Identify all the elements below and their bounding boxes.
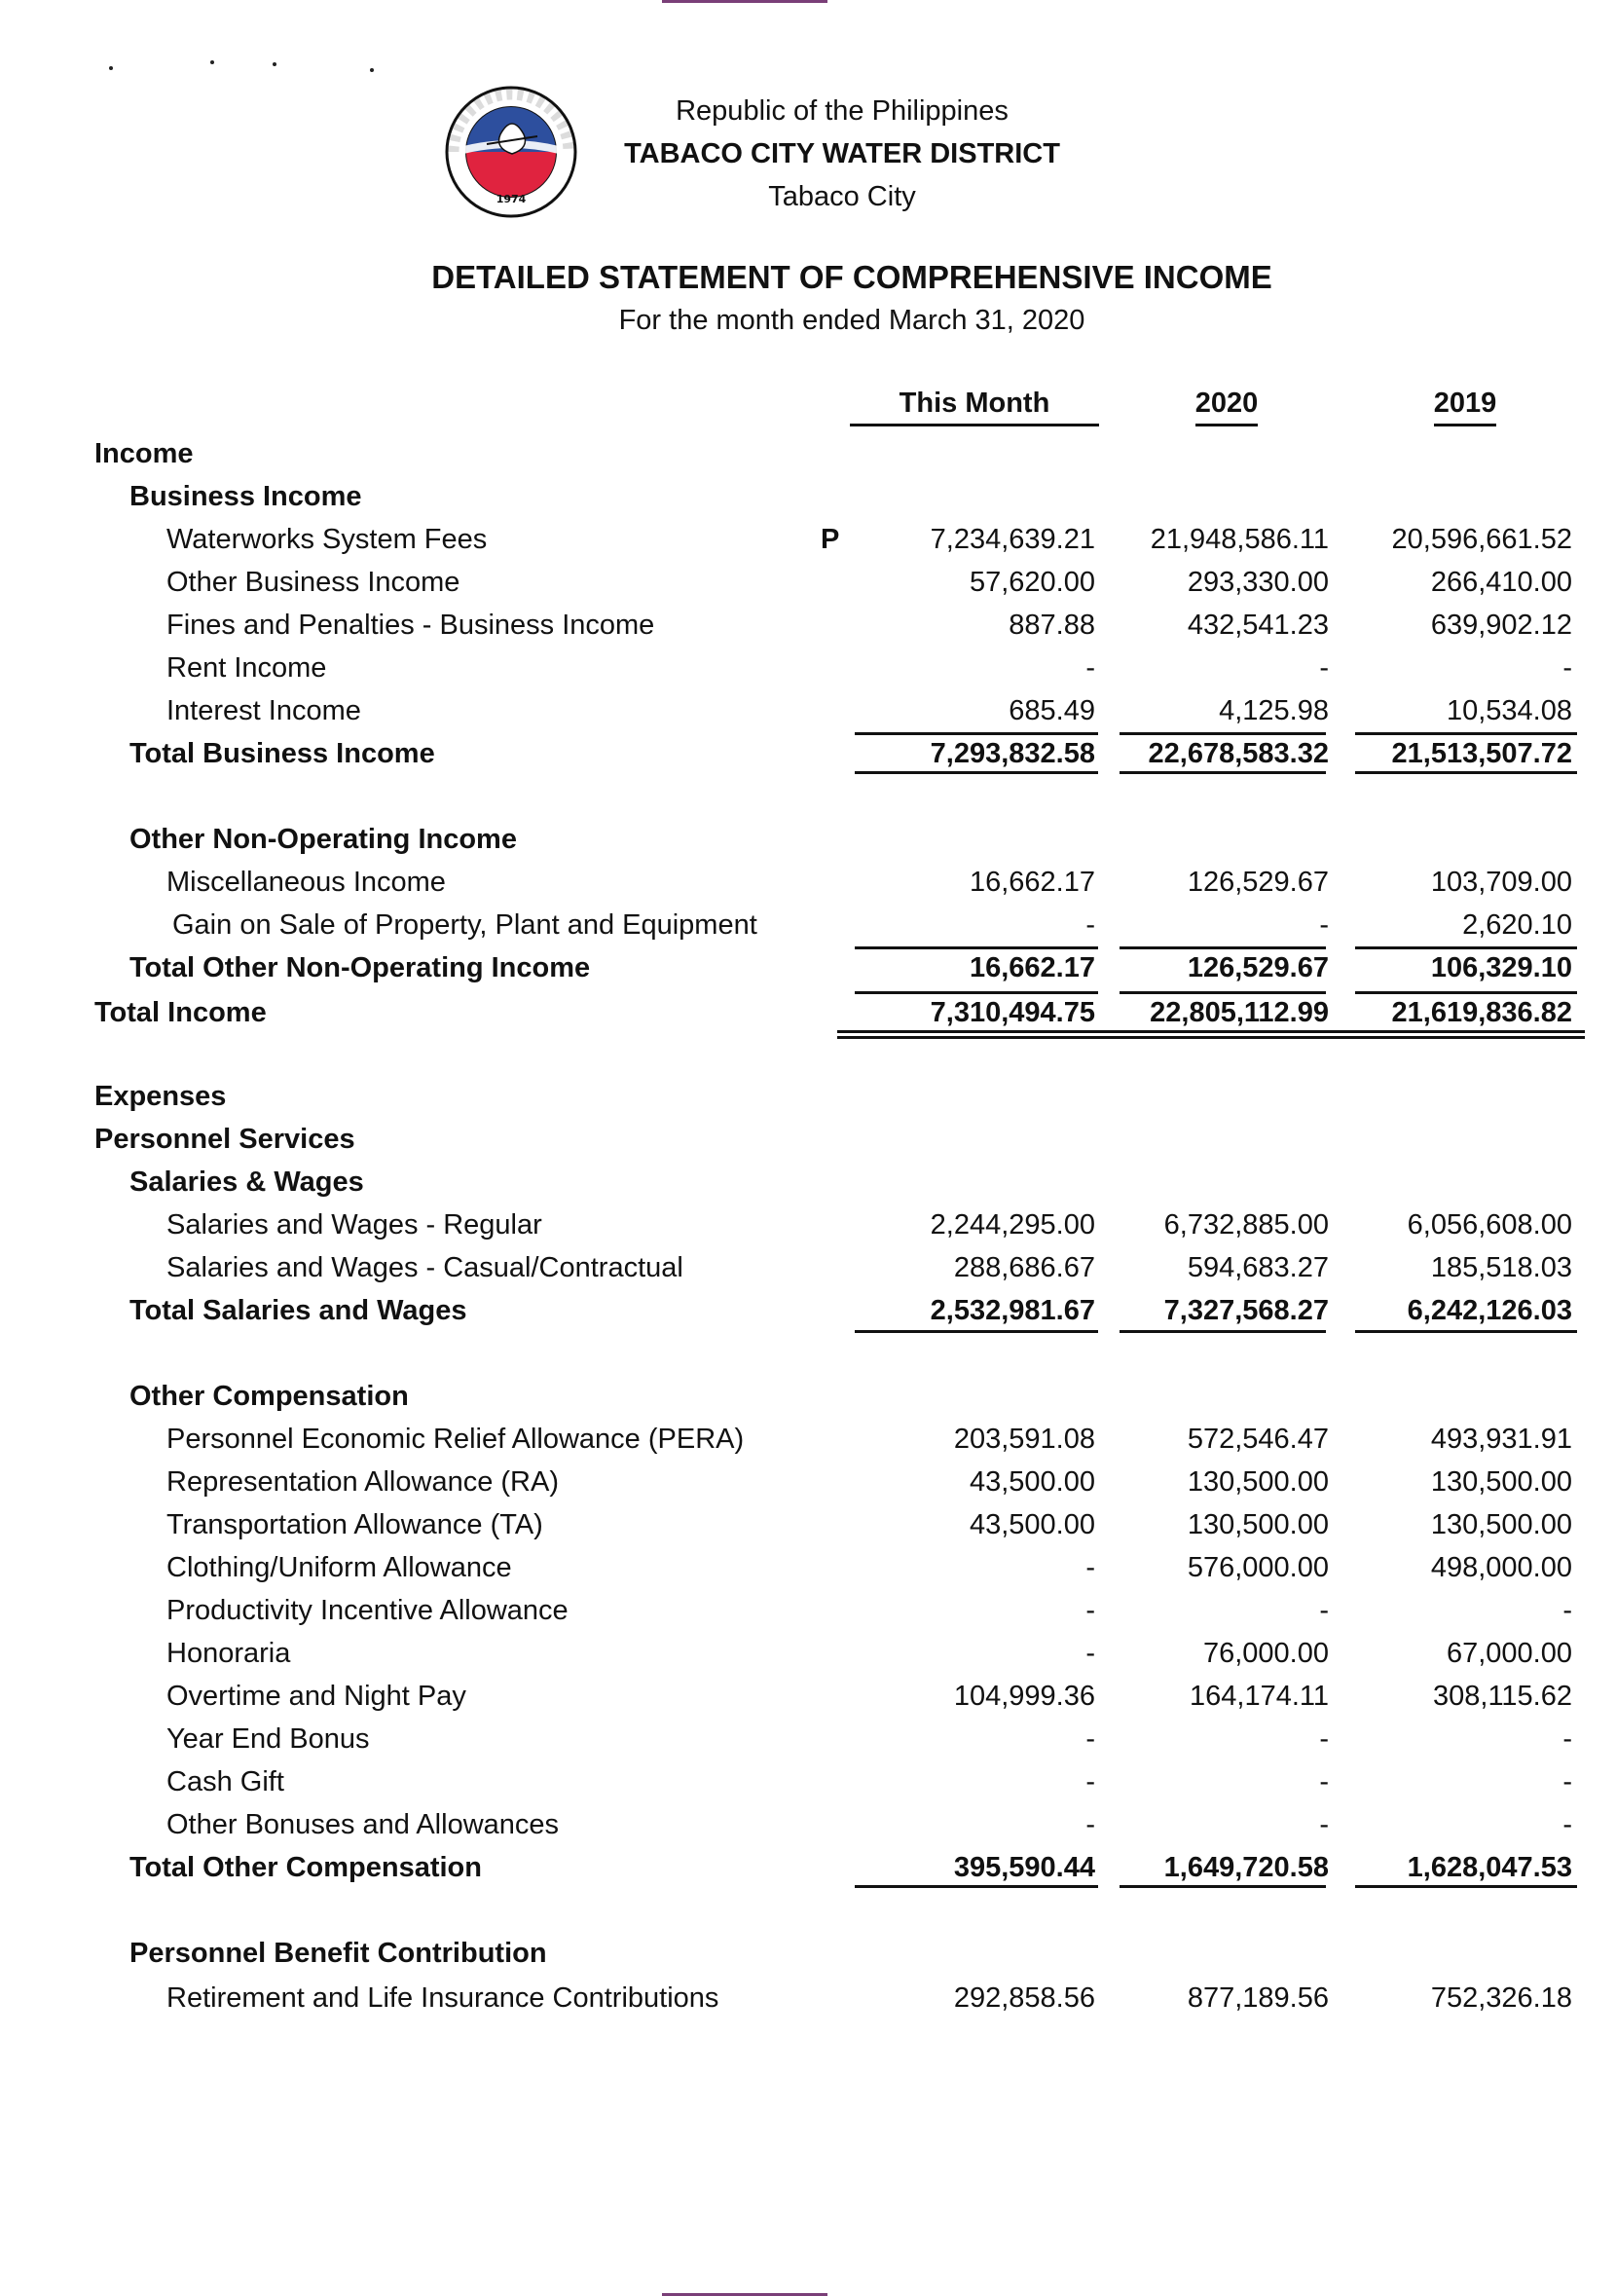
row-label: Total Other Non-Operating Income [129, 952, 591, 983]
amount-2019: 130,500.00 [1430, 1466, 1572, 1498]
total-rule [1355, 771, 1577, 774]
row-overtime-and-night-pay [0, 1681, 1616, 1723]
amount-this-month: 288,686.67 [953, 1252, 1095, 1283]
row-label: Other Compensation [129, 1381, 409, 1412]
column-header-2019: 2019 [1387, 388, 1543, 426]
row-label: Representation Allowance (RA) [166, 1466, 559, 1498]
row-other-bonuses-and-allowances [0, 1809, 1616, 1852]
amount-2020: 21,948,586.11 [1150, 524, 1329, 555]
row-label: Expenses [94, 1081, 227, 1112]
currency-symbol: P [821, 524, 840, 555]
amount-2019: 639,902.12 [1430, 610, 1572, 641]
row-label: Miscellaneous Income [166, 867, 446, 898]
amount-2019: 21,619,836.82 [1391, 997, 1572, 1028]
amount-2019: 498,000.00 [1430, 1552, 1572, 1583]
amount-2020: 572,546.47 [1187, 1424, 1329, 1455]
row-other-compensation [0, 1381, 1616, 1424]
amount-2020: 22,678,583.32 [1148, 738, 1329, 769]
row-personnel-services [0, 1124, 1616, 1167]
amount-this-month: 685.49 [1009, 695, 1095, 726]
amount-this-month: 7,234,639.21 [930, 524, 1095, 555]
amount-this-month: 2,532,981.67 [930, 1295, 1095, 1326]
row-representation-allowance-ra [0, 1466, 1616, 1509]
column-header-this-month: This Month [845, 388, 1104, 426]
seal-year: 1974 [496, 193, 527, 205]
amount-2019: 1,628,047.53 [1407, 1852, 1572, 1883]
amount-2020: 1,649,720.58 [1163, 1852, 1329, 1883]
row-transportation-allowance-ta [0, 1509, 1616, 1552]
amount-2020: 7,327,568.27 [1163, 1295, 1329, 1326]
double-total-rule [837, 1030, 1585, 1039]
row-year-end-bonus [0, 1723, 1616, 1766]
amount-this-month: 43,500.00 [969, 1466, 1095, 1498]
amount-2020: 164,174.11 [1190, 1681, 1329, 1712]
row-income [0, 438, 1616, 481]
total-rule [855, 991, 1098, 994]
amount-this-month: - [1085, 1638, 1095, 1669]
row-label: Interest Income [166, 695, 361, 726]
total-rule [1120, 1885, 1326, 1888]
amount-2019: 308,115.62 [1433, 1681, 1572, 1712]
row-label: Other Business Income [166, 567, 460, 598]
row-salaries-and-wages-regular [0, 1209, 1616, 1252]
row-label: Transportation Allowance (TA) [166, 1509, 543, 1540]
amount-2020: 4,125.98 [1219, 695, 1329, 726]
amount-this-month: - [1085, 652, 1095, 684]
total-rule [1120, 732, 1326, 735]
amount-2020: - [1319, 1809, 1329, 1840]
row-fines-and-penalties-business-income [0, 610, 1616, 652]
amount-this-month: 7,293,832.58 [930, 738, 1095, 769]
total-rule [855, 732, 1098, 735]
amount-2019: 6,056,608.00 [1407, 1209, 1572, 1241]
amount-2019: - [1562, 1723, 1572, 1755]
amount-2019: 752,326.18 [1430, 1982, 1572, 2014]
amount-this-month: 43,500.00 [969, 1509, 1095, 1540]
amount-2020: 126,529.67 [1187, 867, 1329, 898]
amount-2020: - [1319, 652, 1329, 684]
letterhead-city: Tabaco City [768, 181, 916, 212]
amount-2020: 576,000.00 [1187, 1552, 1329, 1583]
amount-this-month: 16,662.17 [969, 952, 1095, 983]
row-cash-gift [0, 1766, 1616, 1809]
amount-this-month: 395,590.44 [953, 1852, 1095, 1883]
amount-this-month: - [1085, 1595, 1095, 1626]
amount-2019: 106,329.10 [1430, 952, 1572, 983]
top-edge-mark [662, 0, 827, 3]
letterhead-republic: Republic of the Philippines [676, 95, 1009, 127]
amount-this-month: 887.88 [1009, 610, 1095, 641]
amount-this-month: - [1085, 1766, 1095, 1797]
amount-2020: - [1319, 1723, 1329, 1755]
column-header-2020: 2020 [1149, 388, 1304, 426]
amount-2019: 103,709.00 [1430, 867, 1572, 898]
row-label: Total Salaries and Wages [129, 1295, 467, 1326]
total-rule [1355, 1885, 1577, 1888]
row-personnel-benefit-contribution [0, 1938, 1616, 1981]
row-label: Retirement and Life Insurance Contributions [166, 1982, 719, 2014]
amount-2020: 130,500.00 [1187, 1509, 1329, 1540]
row-label: Salaries and Wages - Regular [166, 1209, 542, 1241]
total-rule [855, 1885, 1098, 1888]
row-label: Honoraria [166, 1638, 291, 1669]
amount-2020: 293,330.00 [1187, 567, 1329, 598]
row-total-other-compensation [0, 1852, 1616, 1895]
row-label: Overtime and Night Pay [166, 1681, 466, 1712]
amount-2020: - [1319, 1595, 1329, 1626]
row-total-business-income [0, 738, 1616, 781]
amount-2020: 6,732,885.00 [1163, 1209, 1329, 1241]
total-rule [855, 1330, 1098, 1333]
total-rule [1120, 771, 1326, 774]
row-label: Total Other Compensation [129, 1852, 482, 1883]
row-other-non-operating-income [0, 824, 1616, 867]
statement-title: DETAILED STATEMENT OF COMPREHENSIVE INCOME [431, 259, 1272, 295]
total-rule [1120, 1330, 1326, 1333]
total-rule [1120, 991, 1326, 994]
row-label: Total Income [94, 997, 267, 1028]
amount-2020: 126,529.67 [1187, 952, 1329, 983]
amount-this-month: 104,999.36 [953, 1681, 1095, 1712]
amount-2020: - [1319, 909, 1329, 941]
row-label: Rent Income [166, 652, 327, 684]
amount-2019: - [1562, 652, 1572, 684]
amount-2020: 432,541.23 [1187, 610, 1329, 641]
row-salaries-wages [0, 1167, 1616, 1209]
amount-2019: 266,410.00 [1430, 567, 1572, 598]
row-clothing-uniform-allowance [0, 1552, 1616, 1595]
row-total-other-non-operating-income [0, 952, 1616, 995]
statement-period: For the month ended March 31, 2020 [618, 305, 1085, 336]
row-productivity-incentive-allowance [0, 1595, 1616, 1638]
row-miscellaneous-income [0, 867, 1616, 909]
amount-this-month: 2,244,295.00 [930, 1209, 1095, 1241]
total-rule [855, 771, 1098, 774]
amount-2020: - [1319, 1766, 1329, 1797]
row-label: Clothing/Uniform Allowance [166, 1552, 512, 1583]
total-rule [1355, 946, 1577, 949]
amount-2019: 6,242,126.03 [1407, 1295, 1572, 1326]
amount-2019: - [1562, 1809, 1572, 1840]
row-label: Other Non-Operating Income [129, 824, 517, 855]
row-other-business-income [0, 567, 1616, 610]
amount-2020: 76,000.00 [1202, 1638, 1329, 1669]
amount-this-month: 292,858.56 [953, 1982, 1095, 2014]
amount-2019: 2,620.10 [1462, 909, 1572, 941]
total-rule [1355, 1330, 1577, 1333]
row-label: Income [94, 438, 194, 469]
amount-2020: 22,805,112.99 [1150, 997, 1329, 1028]
row-label: Year End Bonus [166, 1723, 370, 1755]
letterhead [584, 90, 1100, 218]
amount-this-month: - [1085, 1723, 1095, 1755]
amount-this-month: 16,662.17 [969, 867, 1095, 898]
row-expenses [0, 1081, 1616, 1124]
total-rule [1355, 991, 1577, 994]
amount-this-month: 203,591.08 [953, 1424, 1095, 1455]
row-waterworks-system-fees [0, 524, 1616, 567]
amount-2019: 21,513,507.72 [1391, 738, 1572, 769]
row-label: Other Bonuses and Allowances [166, 1809, 560, 1840]
row-business-income [0, 481, 1616, 524]
amount-2019: - [1562, 1766, 1572, 1797]
row-label: Productivity Incentive Allowance [166, 1595, 569, 1626]
row-label: Fines and Penalties - Business Income [166, 610, 655, 641]
row-label: Cash Gift [166, 1766, 284, 1797]
row-rent-income [0, 652, 1616, 695]
row-label: Salaries and Wages - Casual/Contractual [166, 1252, 683, 1283]
row-retirement-and-life-insurance-contributions [0, 1982, 1616, 2025]
total-rule [1355, 732, 1577, 735]
row-salaries-and-wages-casual-contractual [0, 1252, 1616, 1295]
row-label: Salaries & Wages [129, 1167, 364, 1198]
amount-this-month: - [1085, 1809, 1095, 1840]
row-label: Business Income [129, 481, 362, 512]
row-label: Total Business Income [129, 738, 435, 769]
amount-this-month: 57,620.00 [969, 567, 1095, 598]
row-label: Personnel Benefit Contribution [129, 1938, 547, 1969]
row-honoraria [0, 1638, 1616, 1681]
statement-title-block [292, 255, 1412, 341]
row-label: Waterworks System Fees [166, 524, 488, 555]
row-label: Gain on Sale of Property, Plant and Equipment [172, 909, 757, 941]
amount-this-month: 7,310,494.75 [930, 997, 1095, 1028]
water-district-seal [444, 84, 578, 220]
row-label: Personnel Services [94, 1124, 355, 1155]
total-rule [855, 946, 1098, 949]
amount-2020: 877,189.56 [1187, 1982, 1329, 2014]
row-label: Personnel Economic Relief Allowance (PERA) [166, 1424, 745, 1455]
amount-2019: 185,518.03 [1430, 1252, 1572, 1283]
total-rule [1120, 946, 1326, 949]
letterhead-agency: TABACO CITY WATER DISTRICT [624, 138, 1060, 169]
amount-2020: 594,683.27 [1187, 1252, 1329, 1283]
amount-this-month: - [1085, 909, 1095, 941]
amount-2019: - [1562, 1595, 1572, 1626]
amount-this-month: - [1085, 1552, 1095, 1583]
amount-2019: 130,500.00 [1430, 1509, 1572, 1540]
amount-2019: 493,931.91 [1430, 1424, 1572, 1455]
amount-2019: 10,534.08 [1446, 695, 1572, 726]
amount-2020: 130,500.00 [1187, 1466, 1329, 1498]
amount-2019: 20,596,661.52 [1391, 524, 1572, 555]
amount-2019: 67,000.00 [1446, 1638, 1572, 1669]
row-personnel-economic-relief-allowance-pera [0, 1424, 1616, 1466]
